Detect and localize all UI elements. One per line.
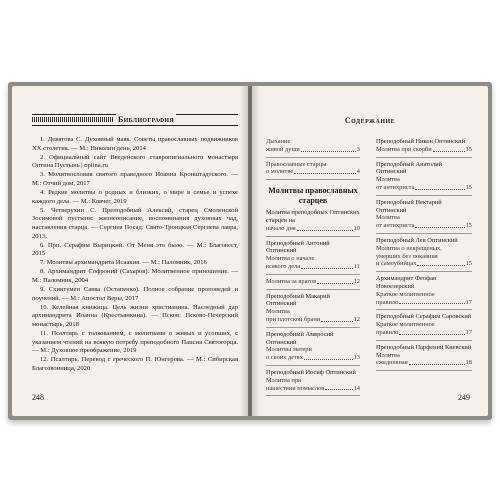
toc-entry-title: нашествии помыслов <box>266 384 325 392</box>
toc-dot-leader <box>399 303 464 304</box>
toc-entry-title: и самоубийцах <box>376 260 417 268</box>
toc-entry-saint: Преподобный Анатолий Оптинский <box>376 160 443 176</box>
left-page <box>12 86 248 416</box>
toc-dot-leader <box>294 173 356 174</box>
toc-dot-leader <box>417 265 464 266</box>
left-page-title: Библиография <box>118 115 175 124</box>
bibliography-entry: 1. Девятова С. Духовный маяк. Советы православных подвижников XX столетия. — М.: Николин день, 2014 <box>32 136 238 152</box>
toc-divider <box>266 274 360 275</box>
toc-entry-title: Молитвы матери <box>266 346 312 354</box>
toc-divider <box>376 309 472 310</box>
header-ornament <box>32 117 114 122</box>
toc-entry-saint: Молитва преподобных Оптинских старцев на <box>266 209 360 224</box>
toc-divider <box>376 271 472 272</box>
toc-entry-title: Молитва <box>376 214 400 222</box>
toc-entry-title: Молитва о начале <box>266 255 315 263</box>
toc-entry-title: Молитва <box>376 176 400 184</box>
left-page-number: 248 <box>32 393 44 402</box>
toc-entry-saint: Преподобный Лев Оптинский <box>376 236 458 244</box>
toc-entry-title: умерших без покаяния <box>376 252 438 260</box>
toc-dot-leader <box>301 268 353 269</box>
bibliography-entry: 4. Редкие молитвы о родных и близких, о мире в семье и успехе каждого дела. — М.: Ковчег, 2019 <box>32 189 238 205</box>
toc-entry-title: ежедневная <box>376 359 408 367</box>
bibliography-entry: 9. Схиигумен Савва (Остапенко). Полное собрание проповедей и поучений. — М.: Апостол Веры, 2017 <box>32 286 238 302</box>
bibliography-entry: 10. Келейная книжица. Цель жизни христианина. Наследный дар архимандрита Иоанна (Крестьянкина). — Псков: Псково-Печерский монастырь, 2018 <box>32 303 238 328</box>
toc-entry-saint: Преподобный Нектарий Оптинский <box>376 198 442 214</box>
left-page-header <box>32 114 238 126</box>
bibliography-list <box>32 136 238 374</box>
toc-entry-title: Дыхание <box>266 138 291 145</box>
toc-divider <box>376 340 472 341</box>
toc-entry-saint: Преподобный Амвросий Оптинский <box>266 330 334 346</box>
bibliography-entry: 7. Молитвы архимандрита Исаакия. — М.: Паломник, 2016 <box>40 259 207 267</box>
toc-page-number: 15 <box>465 145 472 153</box>
toc-entry-title: правило <box>376 328 399 336</box>
toc-dot-leader <box>321 321 352 322</box>
toc-entry-title: о своих детях <box>266 354 303 362</box>
bibliography-entry: 11. Псалтирь с толкованием, с молитвами о живых и усопших, с указанием чтений на всякую потребу преподобного Паисия Святогорца. — М.: Духовное преображение, 2019 <box>32 330 238 355</box>
toc-page-number: 13 <box>353 354 360 362</box>
toc-page-number: 15 <box>465 260 472 268</box>
toc-entry[interactable] <box>266 240 360 271</box>
toc-page-number: 4 <box>356 168 360 176</box>
toc-dot-leader <box>317 283 353 284</box>
toc-entry-title: Молитва за врагов <box>266 277 317 285</box>
toc-entry[interactable] <box>266 209 360 232</box>
toc-page-number: 15 <box>465 183 472 191</box>
toc-entry-saint: Преподобный Серафим Саровский <box>376 313 472 321</box>
bibliography-entry: 6. Прп. Серафим Вырицкий. От Меня это было. — М.: Благовест, 2015 <box>32 241 238 258</box>
right-page-title: Содержание <box>344 116 396 125</box>
toc-entry-title: Молитва при <box>266 376 302 384</box>
bibliography-entry: 5. Четверухин С. Преподобный Алексий, старец Смоленской Зосимовой пустыни: жизнеописание, воспоминания духовных чад, наставления старца. — Сергиев Посад: Свято-Троицкая Сергиева лавра, 2013. <box>32 206 238 240</box>
right-page-number: 249 <box>458 393 470 402</box>
toc-dot-leader <box>409 364 465 365</box>
toc-divider <box>266 365 360 366</box>
toc-dot-leader <box>415 189 464 190</box>
toc-dot-leader <box>399 334 464 335</box>
bibliography-entry: 12. Псалтирь. Перевод с греческого П. Юнгерова. — М.: Сибирская Благозвонница, 2020 <box>32 356 238 372</box>
toc-page-number: 14 <box>353 384 360 392</box>
toc-entry-title: правило <box>376 298 399 306</box>
toc-divider <box>266 395 360 396</box>
toc-entry[interactable] <box>376 313 472 336</box>
toc-dot-leader <box>325 389 352 390</box>
book-gutter <box>240 86 260 416</box>
toc-entry-saint: Архимандрит Феофан Новоезерский <box>376 275 437 290</box>
toc-divider <box>266 289 360 290</box>
toc-page-number: 12 <box>353 277 360 285</box>
toc-entry-title: Краткое молитвенное <box>376 321 435 329</box>
toc-entry[interactable] <box>376 199 472 230</box>
toc-section-title: Молитвы православных старцев <box>268 186 358 205</box>
bibliography-entry: 2. Официальный сайт Введенского ставропигиального монастыря Оптина Пустынь | optina.ru <box>32 153 238 170</box>
toc-entry-saint: Преподобный Иосиф Оптинский <box>266 368 356 376</box>
toc-page-number: 15 <box>465 222 472 230</box>
toc-divider <box>266 157 360 158</box>
bibliography-entry: 3. Молитвословия святого праведного Иоанна Кронштадтского. — М.: Отчий дом, 2017 <box>32 171 238 187</box>
toc-entry[interactable] <box>376 138 472 154</box>
toc-dot-leader <box>304 359 353 360</box>
toc-entry[interactable] <box>376 344 472 367</box>
toc-dot-leader <box>415 227 464 228</box>
toc-entry-title: о молитве <box>266 168 294 176</box>
toc-entry-title: от антихриста <box>376 222 415 230</box>
toc-entry-saint: Преподобный Никон Оптинский <box>376 138 465 145</box>
toc-entry-title: Молитва о некрещеных, <box>376 244 442 252</box>
toc-entry-title: от антихриста <box>376 183 415 191</box>
toc-dot-leader <box>297 230 353 231</box>
toc-dot-leader <box>433 151 465 152</box>
toc-entry-title: Молитва <box>266 308 290 316</box>
toc-entry[interactable] <box>266 138 360 154</box>
toc-entry[interactable] <box>266 331 360 362</box>
bibliography-entry: 8. Архимандрит Софроний (Сахаров). Молитвенное приношение. — М.: Паломник, 2004 <box>32 268 238 284</box>
toc-entry[interactable] <box>376 237 472 268</box>
toc-entry[interactable] <box>266 161 360 177</box>
toc-page-number: 12 <box>353 315 360 323</box>
toc-column-a <box>266 138 360 399</box>
toc-entry[interactable] <box>376 275 472 306</box>
toc-divider <box>376 370 472 371</box>
toc-entry-title: при плотской брани <box>266 315 321 323</box>
toc-divider <box>376 195 472 196</box>
toc-divider <box>376 233 472 234</box>
toc-entry-title: Православные старцы <box>266 160 327 168</box>
toc-entry-saint: Преподобный Антоний Оптинский <box>266 239 330 255</box>
toc-divider <box>266 236 360 237</box>
toc-page-number: 3 <box>356 145 360 153</box>
toc-entry-title: всякого дела <box>266 262 301 270</box>
right-page <box>252 86 488 416</box>
toc-page-number: 17 <box>465 298 472 306</box>
toc-column-b <box>376 138 472 374</box>
toc-entry-saint: Преподобный Макарий Оптинский <box>266 292 330 308</box>
toc-divider <box>266 179 360 180</box>
toc-entry[interactable] <box>266 278 360 286</box>
toc-divider <box>266 327 360 328</box>
toc-entry-title: живой души <box>266 145 300 153</box>
toc-entry[interactable] <box>266 293 360 324</box>
toc-entry-title: Краткое молитвенное <box>376 290 435 298</box>
toc-entry-title: Молитва при скорби <box>376 145 432 153</box>
toc-entry-title: Молитва <box>376 351 400 359</box>
toc-divider <box>376 157 472 158</box>
toc-page-number: 11 <box>353 262 360 270</box>
toc-entry[interactable] <box>266 369 360 392</box>
toc-dot-leader <box>301 151 356 152</box>
toc-page-number: 17 <box>465 328 472 336</box>
toc-entry-saint: Преподобный Парфений Киевский <box>376 343 472 351</box>
toc-entry[interactable] <box>376 161 472 192</box>
toc-page-number: 18 <box>465 359 472 367</box>
toc-entry-title: начало дня <box>266 224 296 232</box>
toc-page-number: 10 <box>353 224 360 232</box>
